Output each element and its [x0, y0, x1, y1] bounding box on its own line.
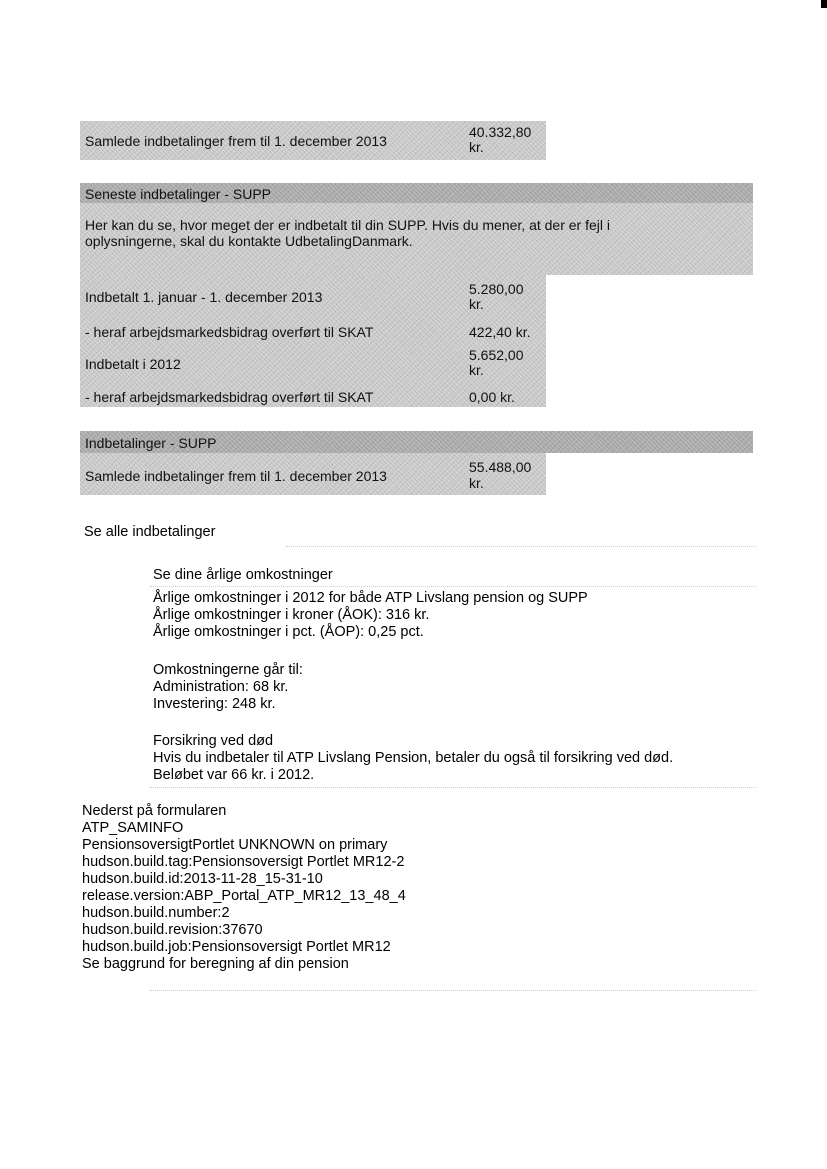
row-paid-2013-amount: 5.280,00 [469, 281, 524, 297]
payments-supp-amount: 55.488,00 [469, 459, 532, 475]
total-before-amount: 40.332,80 [469, 124, 532, 140]
latest-supp-info-line1: Her kan du se, hvor meget der er indbetalt til din SUPP. Hvis du mener, at der er fejl i [85, 217, 610, 233]
total-before-unit: kr. [469, 139, 484, 155]
costs-line: Forsikring ved død [153, 733, 274, 749]
costs-toggle-link[interactable]: Se dine årlige omkostninger [153, 567, 333, 583]
payments-supp-label: Samlede indbetalinger frem til 1. december 2013 [85, 468, 387, 484]
row-paid-2012-label: Indbetalt i 2012 [85, 356, 181, 372]
footer-line: hudson.build.id:2013-11-28_15-31-10 [82, 871, 323, 887]
costs-line: Administration: 68 kr. [153, 679, 289, 695]
row-paid-2012-amount: 5.652,00 [469, 347, 524, 363]
costs-line: Årlige omkostninger i 2012 for både ATP Livslang pension og SUPP [153, 590, 588, 606]
divider-1 [286, 546, 756, 547]
row-contribution-2013-label: - heraf arbejdsmarkedsbidrag overført til SKAT [85, 324, 374, 340]
footer-line: Nederst på formularen [82, 803, 227, 819]
costs-line: Investering: 248 kr. [153, 696, 276, 712]
row-contribution-2013-amount: 422,40 kr. [469, 324, 531, 340]
footer-line: release.version:ABP_Portal_ATP_MR12_13_48_4 [82, 888, 406, 904]
costs-line: Omkostningerne går til: [153, 662, 303, 678]
row-contribution-2012-amount: 0,00 kr. [469, 389, 515, 405]
footer-line: hudson.build.number:2 [82, 905, 230, 921]
costs-line: Årlige omkostninger i pct. (ÅOP): 0,25 pct. [153, 624, 424, 640]
scan-mark [821, 0, 827, 8]
payments-supp-unit: kr. [469, 475, 484, 491]
pension-background-link[interactable]: Se baggrund for beregning af din pension [82, 956, 349, 972]
costs-divider [150, 586, 756, 587]
footer-line: hudson.build.revision:37670 [82, 922, 263, 938]
footer-line: hudson.build.job:Pensionsoversigt Portlet MR12 [82, 939, 391, 955]
footer-line: PensionsoversigtPortlet UNKNOWN on primary [82, 837, 388, 853]
row-paid-2013-label: Indbetalt 1. januar - 1. december 2013 [85, 289, 323, 305]
costs-line: Hvis du indbetaler til ATP Livslang Pension, betaler du også til forsikring ved død. [153, 750, 674, 766]
see-all-payments-link[interactable]: Se alle indbetalinger [84, 524, 216, 540]
costs-group-1 [153, 590, 588, 641]
row-contribution-2012-label: - heraf arbejdsmarkedsbidrag overført til SKAT [85, 389, 374, 405]
latest-supp-heading: Seneste indbetalinger - SUPP [85, 186, 271, 202]
footer-line: hudson.build.tag:Pensionsoversigt Portlet MR12-2 [82, 854, 405, 870]
costs-bottom-divider [150, 787, 756, 788]
footer-line: ATP_SAMINFO [82, 820, 184, 836]
total-before-label: Samlede indbetalinger frem til 1. december 2013 [85, 133, 387, 149]
costs-group-2 [153, 662, 303, 713]
payments-supp-heading: Indbetalinger - SUPP [85, 435, 217, 451]
latest-supp-info-line2: oplysningerne, skal du kontakte UdbetalingDanmark. [85, 233, 413, 249]
costs-line: Årlige omkostninger i kroner (ÅOK): 316 kr. [153, 607, 430, 623]
costs-line: Beløbet var 66 kr. i 2012. [153, 767, 315, 783]
footer-info [82, 803, 406, 973]
row-paid-2013-unit: kr. [469, 296, 484, 312]
costs-group-3 [153, 733, 673, 784]
row-paid-2012-unit: kr. [469, 362, 484, 378]
divider-bottom [150, 990, 756, 991]
